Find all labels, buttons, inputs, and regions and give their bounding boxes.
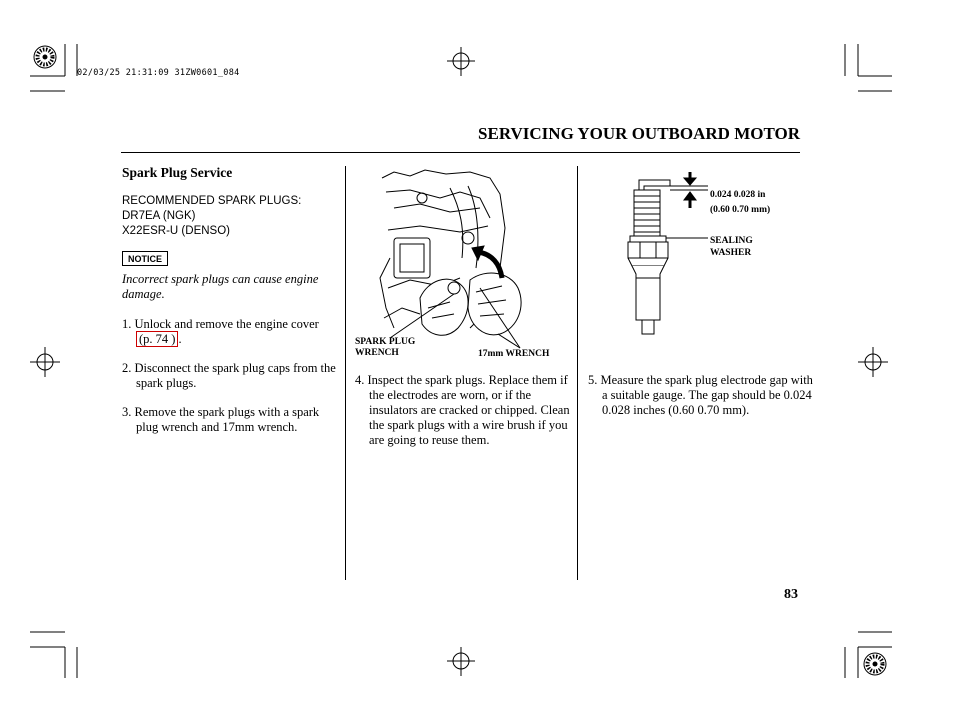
column-1 — [122, 165, 337, 435]
recommended-plugs-label: RECOMMENDED SPARK PLUGS: — [122, 195, 302, 207]
sealing-washer-label-2: WASHER — [710, 248, 752, 258]
step-1-text: 1. Unlock and remove the engine cover — [122, 317, 319, 331]
label-17mm-wrench: 17mm WRENCH — [478, 349, 550, 359]
registration-crosshair-top — [447, 47, 475, 76]
page-reference-link[interactable]: (p. 74 ) — [136, 331, 178, 347]
section-title: Spark Plug Service — [122, 165, 233, 180]
step-5: 5. Measure the spark plug electrode gap with a suitable gauge. The gap should be 0.024 0.028 inches (0.60 0.70 mm). — [588, 373, 813, 417]
registration-target-bottom-right — [864, 653, 886, 675]
step-1-period: . — [178, 332, 182, 346]
header-rule — [121, 152, 800, 153]
label-spark-plug-wrench-1: SPARK PLUG — [355, 337, 416, 347]
page-number: 83 — [784, 587, 798, 602]
step-4: 4. Inspect the spark plugs. Replace them if the electrodes are worn, or if the insulators are cracked or chipped. Clean the spark plugs with a wire brush if you are going to reuse them. — [355, 373, 570, 447]
gap-inches-label: 0.024 0.028 in — [710, 190, 766, 200]
print-timestamp: 02/03/25 21:31:09 31ZW0601_084 — [77, 68, 240, 78]
step-1 — [122, 317, 337, 347]
page-title: SERVICING YOUR OUTBOARD MOTOR — [478, 124, 800, 143]
plug-ngk: DR7EA (NGK) — [122, 210, 196, 222]
registration-crosshair-bottom — [447, 647, 475, 676]
label-spark-plug-wrench-2: WRENCH — [355, 348, 399, 358]
plug-denso: X22ESR-U (DENSO) — [122, 225, 230, 237]
step-2: 2. Disconnect the spark plug caps from the spark plugs. — [122, 361, 336, 390]
sealing-washer-label-1: SEALING — [710, 236, 753, 246]
column-divider-left — [345, 166, 346, 580]
registration-crosshair-right — [858, 347, 888, 377]
notice-badge: NOTICE — [122, 251, 168, 266]
steps-list — [122, 317, 337, 435]
notice-text: Incorrect spark plugs can cause engine damage. — [122, 272, 319, 301]
step-3: 3. Remove the spark plugs with a spark plug wrench and 17mm wrench. — [122, 405, 320, 434]
registration-crosshair-left — [30, 347, 60, 377]
spark-plug-removal-illustration — [350, 168, 572, 368]
gap-mm-label: (0.60 0.70 mm) — [710, 205, 771, 215]
registration-target-top-left — [34, 46, 56, 68]
spark-plug-gap-illustration — [600, 170, 810, 350]
